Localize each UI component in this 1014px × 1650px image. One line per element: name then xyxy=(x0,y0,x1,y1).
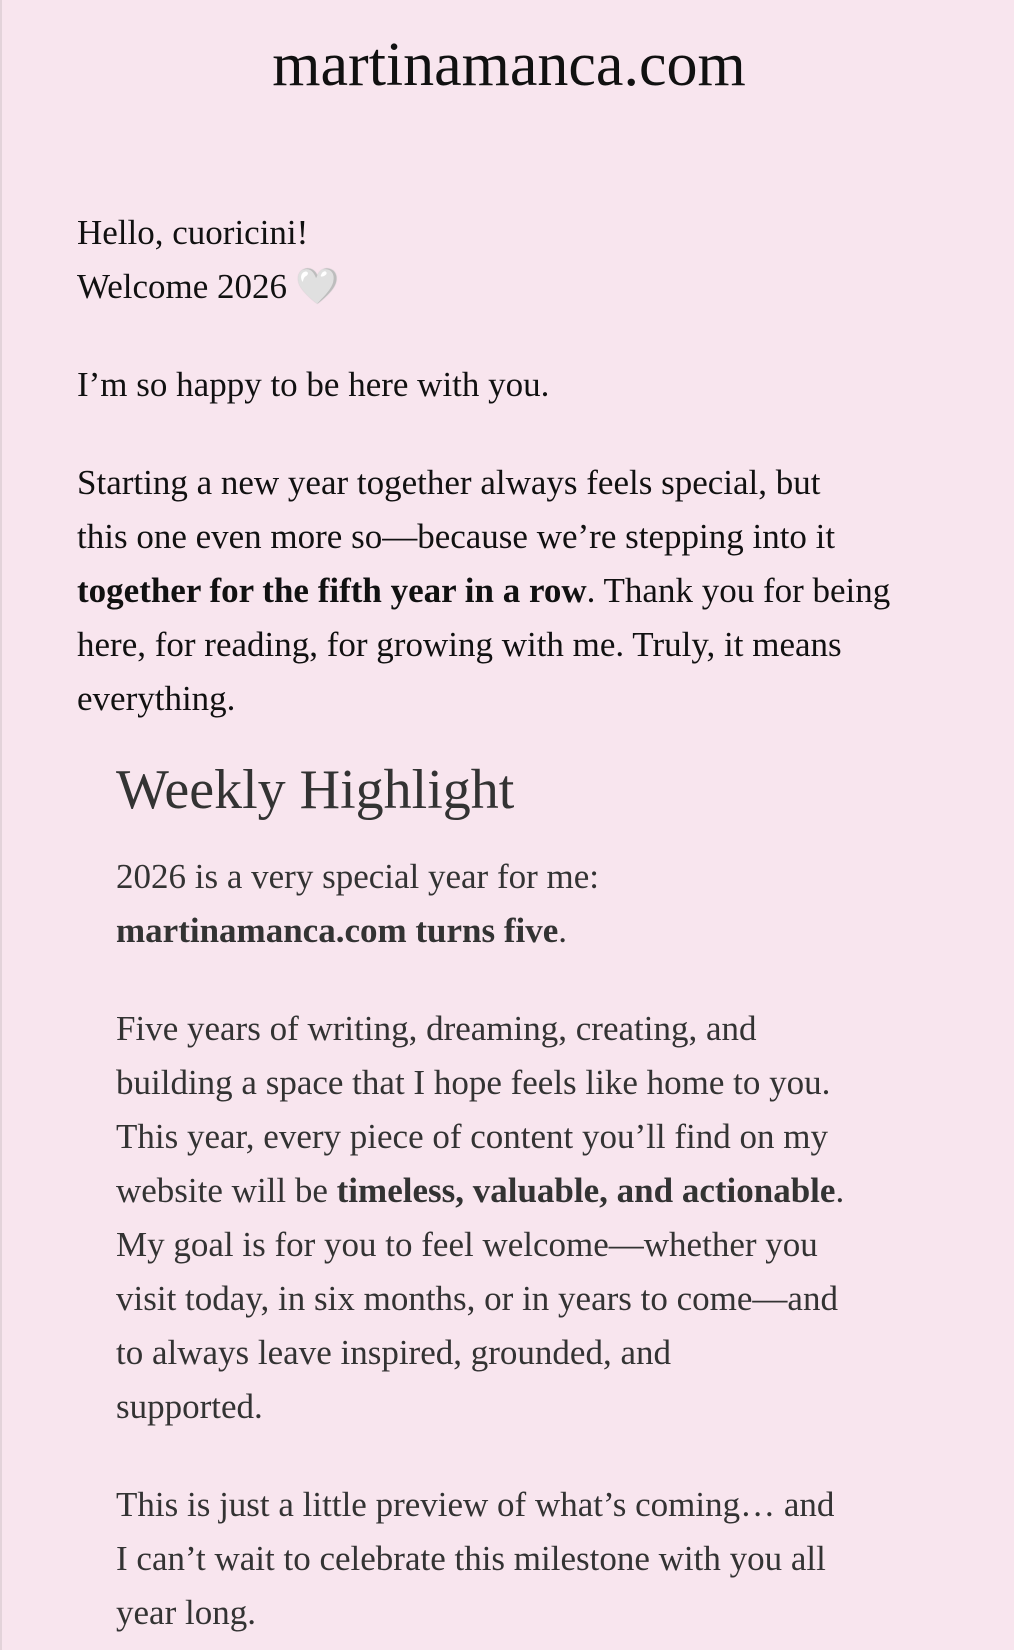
text-line: This year, every piece of content you’ll find on my xyxy=(116,1117,828,1156)
intro-paragraph xyxy=(77,456,977,726)
text-line: This is just a little preview of what’s coming… and xyxy=(116,1485,835,1524)
text-line: building a space that I hope feels like home to you. xyxy=(116,1063,831,1102)
text-line: I can’t wait to celebrate this milestone with you all xyxy=(116,1539,826,1578)
text-line: Starting a new year together always feels special, but xyxy=(77,463,821,502)
text-line: here, for reading, for growing with me. Truly, it means xyxy=(77,625,842,664)
text-line xyxy=(116,1164,976,1218)
text-line: to always leave inspired, grounded, and xyxy=(116,1333,671,1372)
text-line: everything. xyxy=(77,679,236,718)
highlight-paragraph-1 xyxy=(116,850,976,958)
text: website will be xyxy=(116,1171,337,1210)
text-line: year long. xyxy=(116,1593,256,1632)
bold-text: timeless, valuable, and actionable xyxy=(336,1171,836,1210)
bold-text: martinamanca.com turns five xyxy=(116,911,559,950)
text-line: visit today, in six months, or in years to come—and xyxy=(116,1279,838,1318)
text-line xyxy=(77,564,977,618)
text: . xyxy=(558,911,568,950)
weekly-highlight-section xyxy=(116,755,976,1640)
intro-section xyxy=(77,206,977,726)
text-line: 2026 is a very special year for me: xyxy=(116,857,600,896)
text-line: this one even more so—because we’re stepping into it xyxy=(77,517,836,556)
welcome-line xyxy=(77,260,977,314)
greeting: Hello, cuoricini! xyxy=(77,213,309,252)
highlight-paragraph-2 xyxy=(116,1002,976,1434)
highlight-paragraph-3 xyxy=(116,1478,976,1640)
text-line: My goal is for you to feel welcome—whether you xyxy=(116,1225,818,1264)
happy-line: I’m so happy to be here with you. xyxy=(77,365,550,404)
text: . Thank you for being xyxy=(586,571,891,610)
welcome-text: Welcome 2026 xyxy=(77,267,288,306)
bold-text: together for the fifth year in a row xyxy=(77,571,587,610)
text: . xyxy=(835,1171,845,1210)
text-line xyxy=(116,904,976,958)
site-title[interactable]: martinamanca.com xyxy=(272,31,746,99)
section-heading: Weekly Highlight xyxy=(116,759,515,821)
white-heart-icon: 🤍 xyxy=(295,267,340,306)
text-line: supported. xyxy=(116,1387,263,1426)
text-line: Five years of writing, dreaming, creating, and xyxy=(116,1009,757,1048)
